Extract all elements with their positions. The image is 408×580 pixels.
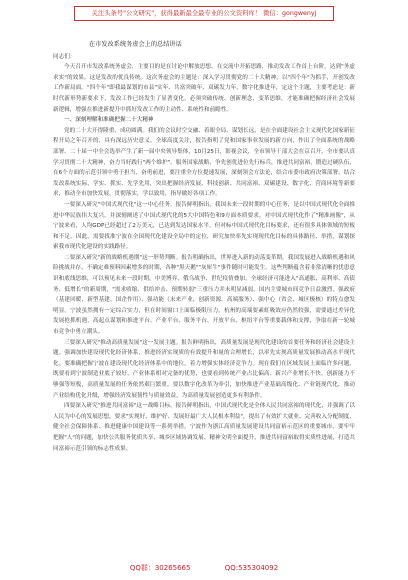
document-body: [53, 40, 355, 454]
contact-footer: [0, 561, 408, 575]
document-title: 在市发改系统务虚会上的总结讲话: [89, 41, 182, 48]
qq-number: QQ:535304092: [224, 564, 279, 572]
promo-banner: 关注头条号"公文研究"，获得最新最全最专业的公文资料库！ 微信：gongwenyj: [74, 6, 334, 21]
paragraph: 一要深入研究"中国式现代化"这一中心任务。报告鲜明指出，我国未来一段时期的中心任务，是以中国式现代化全面推进中华民族伟大复兴。并深刻阐述了中国式现代化的5大中国特色和9方面本质要求，对中国式现代化作了"精准画像"，从宁波来看，人均GDP已经超过了2万美元，已达到发达国家水平，但对标中国式现代化目标要求，还有很多具体领域的短板和不足。因此，需要找准宁波在全国现代化建设全局中的定位，研究加快率先实现现代化目标的具体路径、举措，谋划探索我市现代化建设的实践路径。: [53, 201, 355, 251]
salutation: 同志们：: [53, 53, 76, 60]
paragraph: 今天召开市发改系统务虚会，主要目的是在讨论中解放思想、在交流中开拓思路，推动发改工作首上台阶，达到"务虚求实"的效果。这是发改的优良传统。这次务虚会的主题是：深入学习贯彻党的二十大精神，以"四个年"为抓手，开创发改工作新局面。"四个年"即我最谋划的市县"实年、共富突破年、双碳发力年、数字化推进年，定这个主题，主要考虑是：新时代新形势新要求下，发改工作已经发生了显著变化，必须突破传统、创新理念、变革思维，才能准确把握经济社会发展新逻辑，增强在推进新提升中抓好发改工作的主动性、系统性和前瞻性。: [53, 64, 355, 113]
section-heading: 一、深刻理解和准确把握二十大精神: [64, 117, 154, 124]
paragraph: 党的二十大开得隆重、成功圆满。我们的会议时空交融、着眼全局、谋划长远，是在全面建设社会主义现代化国家新征程开局之年召开的，具有深远历史意义。全球高度关注，报告指明了党和国家事业发展的新方向，作出了全面系统的战略部署。二十届一中全会选举产生了新一届中央领导集体，10月25日，影视会议，全市领导干部大会在京召开，全市要认真学习贯彻二十大精神，奋力当好践行"两个维护"、服务国家战略、争先创优进位先行标兵，推进共同富裕，锻造过硬队伍，在6个方面的示范引领中勇于担当、奋勇前进，要注重全方位提速发展，深刻领会方法论，结合市委市政府决策部署，结合发改系统实际，学实、抓实、先学先用，突出把握经济发展、科技创新、共同富裕、双碳建设、数字化、营商环境等新要求，推动全市加快发展，贯彻落实，学以致用，指导做好各项工作。: [53, 127, 355, 198]
qq-group-number: QQ群：30265665: [129, 564, 191, 572]
paragraph: 四要深入研究"推进共同富裕"这一战略目标。报告鲜明指出，中国式现代化是全体人民共同富裕的现代化，并强调了以人民为中心的发展思想，要求"实现好、维护好、发展好最广大人民根本利益"，提出了有效扩大就业、完善收入分配制度、健全社会保障体系、推进健康中国建设等一系列举措。宁波作为浙江高质量发展建设共同富裕示范区的重要城市，要牢牢把握"人"的问题，加快公共服务优质共享、城乡区域协调发展、精神文明全面提升，推进共同富裕取得实质性进展，打造共同富裕示范引领的标志性成果。: [53, 403, 355, 452]
paragraph: 三要深入研究"推动高质量发展"这一发展主题。报告鲜明指出，高质量发展是现代化建设的首要任务和经济社会建设主题。强调加快建设现代化经济体系，推进经济实现质的有效提升和量的合理增长，以率先实现高质量发展推动高水平现代化。要准确把握宁波在建设现代化经济体系中的地位，着力增强实体经济竞争力。现在我们在区域发展上面临许多问题，既要看到宁波制造业底子较好、产业体系相对完备的优势，也要看到传统产业占比偏高、新兴产业增长不快、创新能力不够强等短板，高质量发展的任务依然艰巨繁重。要以数字化改革为牵引，加快推进产业基础高级化、产业链现代化，推动产业结构优化升级，增强经济发展韧性与质量效益，为高质量发展创造更多有利条件。: [53, 339, 355, 399]
paragraph: 二要深入研究"新的战略机遇期"这一形势判断。报告明确指出，世界进入新的动荡变革期，我国发展进入战略机遇和风险挑战并存、不确定难预料因素增多的时期，各种"黑天鹅""灰犀牛"事件随时可能发生。这些判断蕴含着非常清晰的忧患意识和底线思维，可以预见未来一段时期，中美博弈、俄乌战争、世纪疫情叠加，全球经济可能进入"高通胀、高利率、高债务、低增长"的新周期，"需求收缩、供给冲击、预期转弱"三重压力并未明显减弱。国内主要城市间竞争日益激烈，强政府（基建回暖、新型基建、国企作用）、强功能（未来产业、创新资源、高端服务）、强中心（省会、城区极核）的特点愈发明显。宁波虽然拥有一定综合实力，但在时间窗口上面临极限压力，杭州的高端要素虹吸效应仍然较强，需要通过差异化发展抢抓机遇，高起点谋划和推进平台、产业平台、服务平台、开放平台、枢纽平台等重要载体和支撑，争取在新一轮城市竞争中勇立潮头。: [53, 254, 355, 336]
